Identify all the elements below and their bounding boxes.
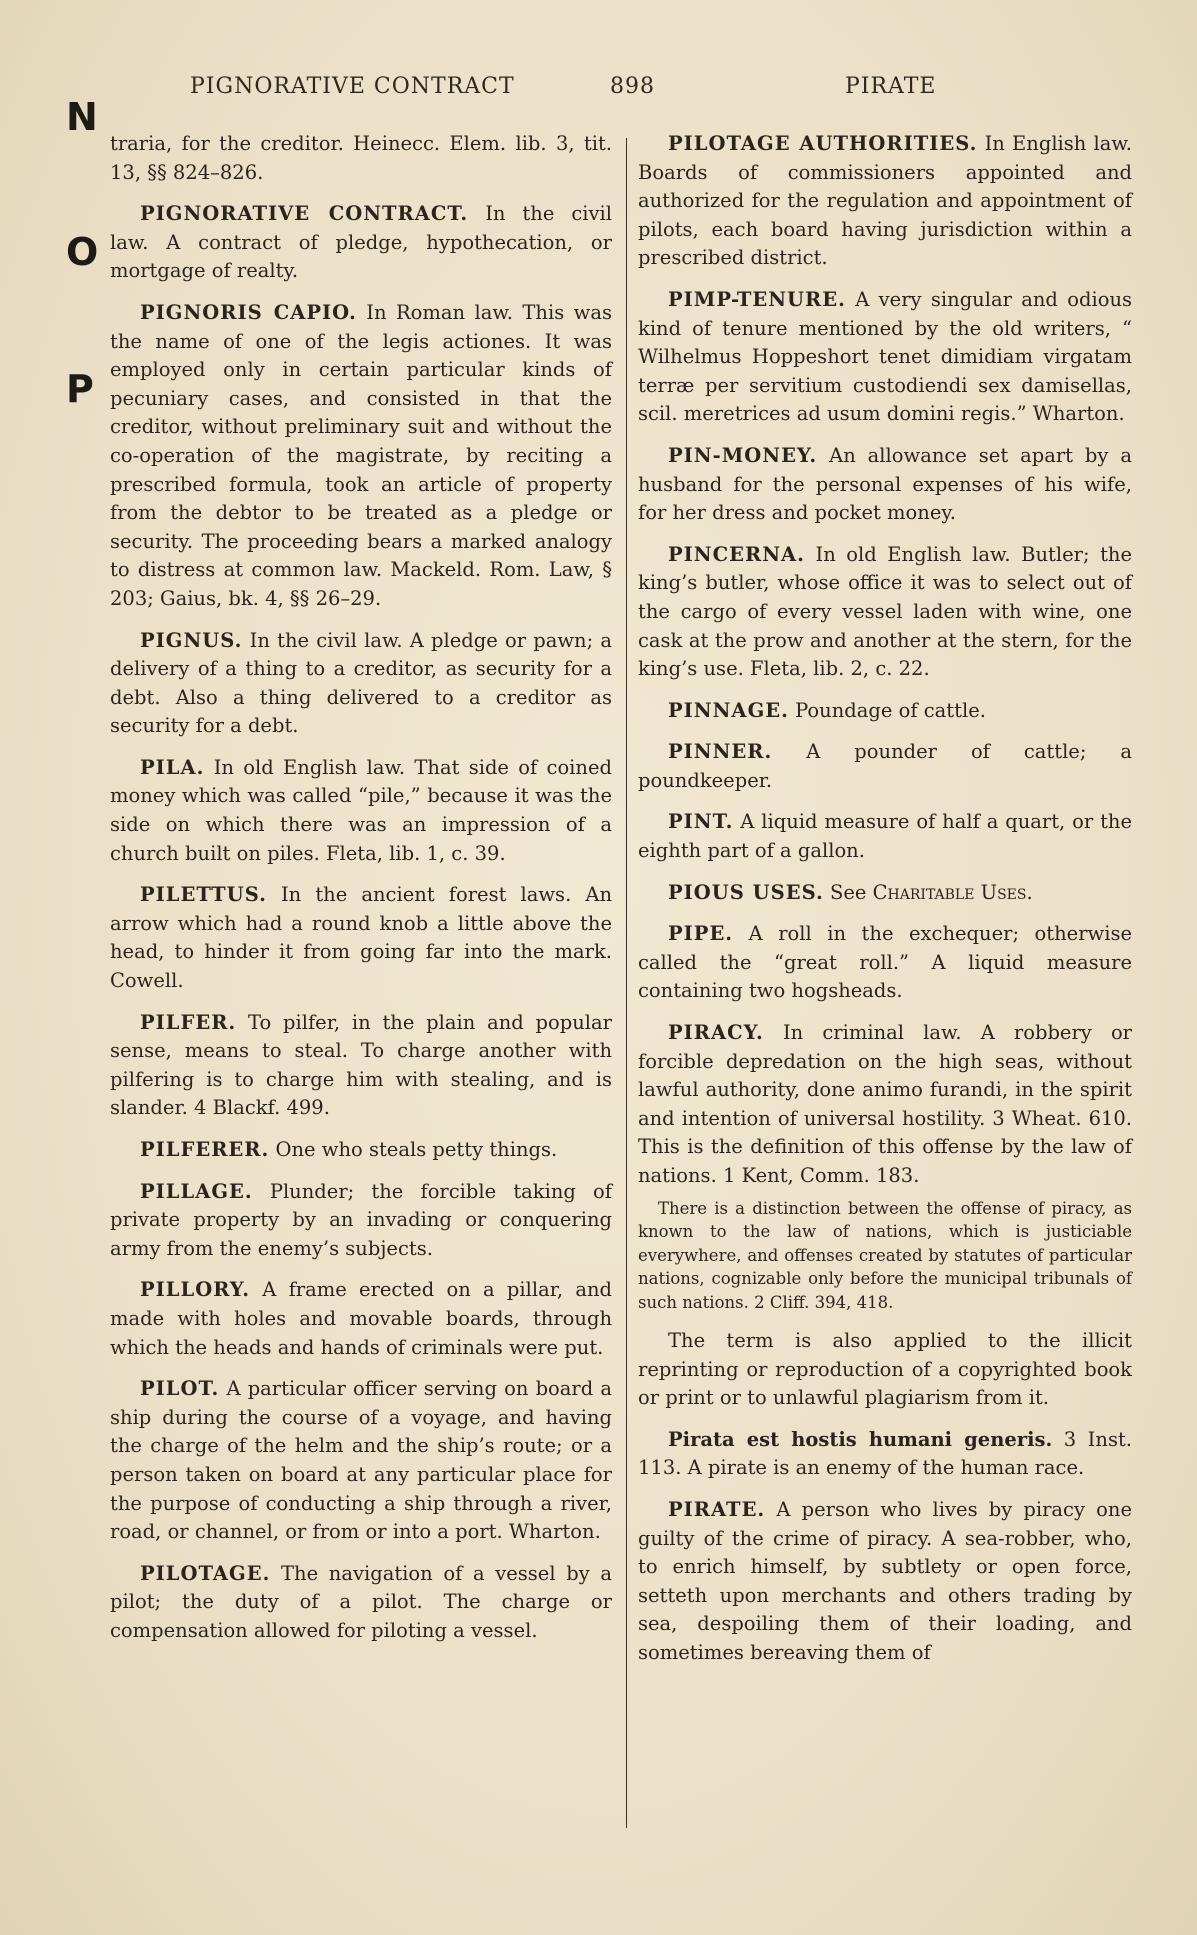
entry-term: PILLAGE.	[140, 1179, 253, 1203]
entry-term: PIGNORIS CAPIO.	[140, 300, 357, 324]
entry-term: PILFER.	[140, 1010, 237, 1034]
entry-text: In old English law. That side of coined money which was called “pile,” because it was the side on which there was an impression of a church built on piles. Fleta, lib. 1, c. 39.	[110, 755, 612, 865]
entry	[110, 200, 612, 286]
entry	[110, 627, 612, 741]
entry-term: PIRATE.	[668, 1498, 766, 1522]
entry-term: PIGNORATIVE CONTRACT.	[140, 202, 469, 226]
entry-term: PILFERER.	[140, 1138, 270, 1161]
entry-term: PIN-MONEY.	[668, 443, 818, 467]
entry-text: A person who lives by piracy one guilty of the crime of piracy. A sea-robber, who, to enrich himself, by subtlety or open force, setteth upon merchants and others trading by sea, despoiling them of their loading, and sometimes bereaving them of	[638, 1498, 1132, 1665]
entry-term: PINNAGE.	[668, 698, 789, 722]
column-divider	[626, 138, 627, 1828]
entry-term: PIOUS USES.	[668, 880, 824, 904]
thumb-index-letter: N	[66, 95, 98, 139]
entry	[638, 808, 1132, 865]
entry-term: PIMP-TENURE.	[668, 287, 846, 311]
running-head	[180, 74, 960, 104]
maxim-text: 3 Inst. 113. A pirate is an enemy of the human race.	[638, 1427, 1132, 1480]
entry-text: Plunder; the forcible taking of private property by an invading or conquering army from the enemy’s subjects.	[110, 1179, 613, 1260]
entry-text: In the civil law. A contract of pledge, hypothecation, or mortgage of realty.	[110, 202, 612, 283]
entry	[638, 130, 1132, 273]
maxim-entry	[638, 1426, 1132, 1483]
entry-text: A frame erected on a pillar, and made with holes and movable boards, through which the heads and hands of criminals were put.	[110, 1278, 612, 1359]
entry-text: In criminal law. A robbery or forcible depredation on the high seas, without lawful authority, done animo furandi, in the spirit and intention of universal hostility. 3 Wheat. 610. This is the definition of this offense by the law of nations. 1 Kent, Comm. 183.	[638, 1021, 1133, 1187]
entry	[110, 1178, 612, 1264]
entry	[110, 1560, 612, 1646]
entry-text: Poundage of cattle.	[795, 698, 986, 722]
entry-term: PILOTAGE.	[140, 1561, 271, 1585]
thumb-index-letter: P	[66, 367, 94, 411]
entry	[110, 881, 612, 995]
entry-term: PILOTAGE AUTHORITIES.	[668, 132, 978, 155]
entry-text: A very singular and odious kind of tenure mentioned by the old writers, “ Wilhelmus Hoppeshort tenet dimidiam virgatam terræ per servitium custodiendi sex damisellas, scil. meretrices ad usum domini regis.” Wharton.	[638, 287, 1133, 426]
entry-text: An allowance set apart by a husband for the personal expenses of his wife, for her dress and pocket money.	[638, 443, 1132, 525]
page-number: 898	[610, 74, 655, 99]
entry-text: One who steals petty things.	[275, 1138, 558, 1161]
header-right-word: PIRATE	[845, 74, 937, 99]
entry-term: PILETTUS.	[140, 883, 267, 907]
entry-term: PIRACY.	[668, 1021, 764, 1045]
entry-paragraph: The term is also applied to the illicit reprinting or reproduction of a copyrighted book or print or to unlawful plagiarism from it.	[638, 1329, 1132, 1410]
entry-text: To pilfer, in the plain and popular sense, means to steal. To charge another with pilfering is to charge him with stealing, and is slander. 4 Blackf. 499.	[110, 1010, 612, 1120]
entry	[638, 1496, 1132, 1668]
entry	[638, 286, 1132, 429]
entry-text: In the ancient forest laws. An arrow which had a round knob a little above the head, to hinder it from going far into the mark. Cowell.	[110, 883, 613, 993]
entry	[110, 1009, 612, 1123]
cross-reference: Charitable Uses.	[872, 880, 1033, 904]
left-column	[110, 130, 612, 1659]
entry-text: A liquid measure of half a quart, or the eighth part of a gallon.	[638, 810, 1132, 863]
entry-term: PINNER.	[668, 740, 773, 764]
entry	[638, 879, 1132, 908]
entry-text: In English law. Boards of commissioners appointed and authorized for the regulation and appointment of pilots, each board having jurisdiction within a prescribed district.	[638, 132, 1132, 270]
maxim-latin: Pirata est hostis humani generis.	[668, 1427, 1053, 1451]
entry-term: PINT.	[668, 810, 734, 834]
entry	[110, 754, 612, 868]
entry-text: The navigation of a vessel by a pilot; the duty of a pilot. The charge or compensation allowed for piloting a vessel.	[110, 1561, 612, 1642]
entry	[638, 1019, 1132, 1191]
entry-term: PILLORY.	[140, 1278, 250, 1302]
entry-text: In Roman law. This was the name of one of the legis actiones. It was employed only in certain particular kinds of pecuniary cases, and consisted in that the creditor, without preliminary suit and without the co-operation of the magistrate, by reciting a prescribed formula, took an article of property from the debtor to be treated as a pledge or security. The proceeding bears a marked analogy to distress at common law. Mackeld. Rom. Law, § 203; Gaius, bk. 4, §§ 26–29.	[110, 300, 613, 610]
entry-term: PIGNUS.	[140, 628, 243, 652]
entry-term: PILOT.	[140, 1377, 220, 1401]
entry	[110, 1276, 612, 1362]
entry-note: There is a distinction between the offense of piracy, as known to the law of nations, which is justiciable everywhere, and offenses created by statutes of particular nations, cognizable only before the municipal tribunals of such nations. 2 Cliff. 394, 418.	[638, 1198, 1132, 1312]
entry	[638, 442, 1132, 528]
entry-term: PILA.	[140, 755, 205, 779]
entry-text: A roll in the exchequer; otherwise called the “great roll.” A liquid measure containing two hogsheads.	[638, 922, 1133, 1003]
entry-text: A pounder of cattle; a poundkeeper.	[638, 740, 1133, 792]
entry-term: PINCERNA.	[668, 542, 805, 566]
entry-text: In old English law. Butler; the king’s butler, whose office it was to select out of the cargo of every vessel laden with wine, one cask at the prow and another at the stern, for the king’s use. Fleta, lib. 2, c. 22.	[638, 542, 1133, 681]
entry-text: A particular officer serving on board a ship during the course of a voyage, and having the charge of the helm and the ship’s route; or a person taken on board at any particular place for the purpose of conducting a ship through a river, road, or channel, or from or into a port. Wharton.	[110, 1377, 613, 1544]
entry	[638, 697, 1132, 726]
entry-term: PIPE.	[668, 922, 734, 946]
entry	[110, 1136, 612, 1165]
entry	[638, 920, 1132, 1006]
entry	[638, 541, 1132, 684]
entry	[638, 738, 1132, 795]
thumb-index-letter: O	[66, 230, 99, 274]
entry-text: In the civil law. A pledge or pawn; a delivery of a thing to a creditor, as security for a debt. Also a thing delivered to a creditor as security for a debt.	[110, 628, 612, 738]
header-left-word: PIGNORATIVE CONTRACT	[190, 74, 515, 99]
entry-continuation: traria, for the creditor. Heinecc. Elem. lib. 3, tit. 13, §§ 824–826.	[110, 132, 612, 184]
entry	[110, 299, 612, 614]
entry-text: See	[829, 880, 867, 904]
right-column	[638, 130, 1132, 1681]
entry	[110, 1375, 612, 1547]
